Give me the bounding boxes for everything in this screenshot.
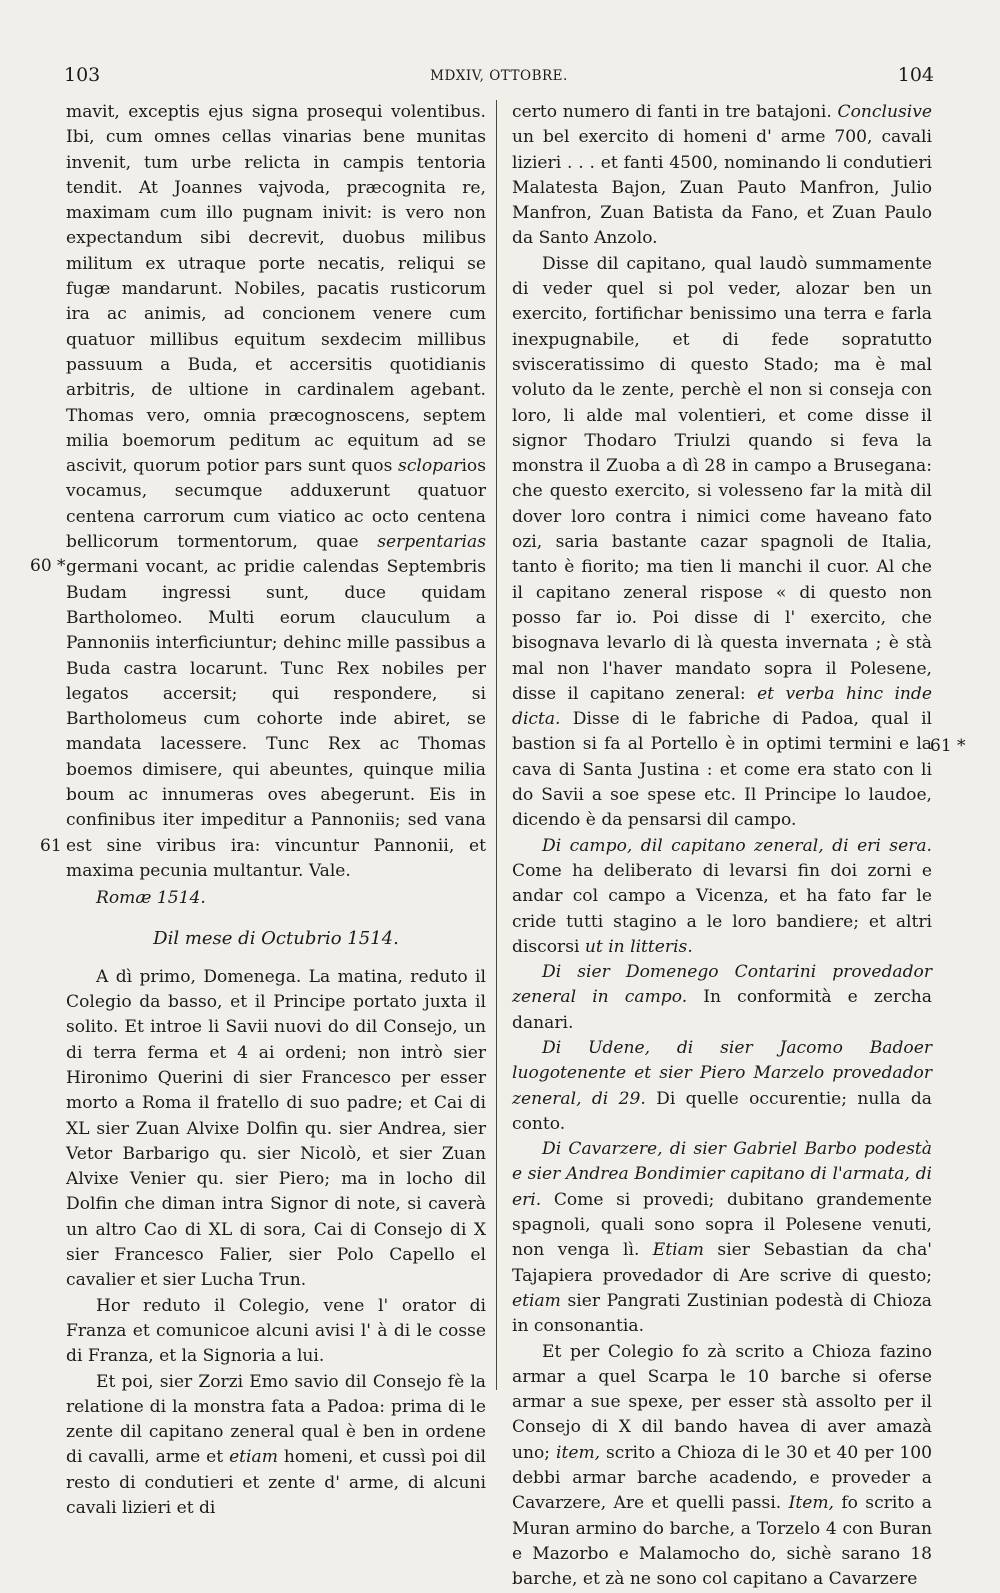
latin-letter-paragraph [66,100,486,884]
paragraph [512,100,932,252]
text-span: fo scrito a Muran armino do barche, a Torzelo 4 con Buran e Mazorbo e Malamocho do, sichè sarano 18 barche, et zà ne sono col capitano a Cavarzere [512,1493,932,1590]
italic-heading: Di campo, dil capitano zeneral, di eri sera. [542,835,932,856]
text-span: Come si provedi; dubitano grandemente spagnoli, quali sono sopra il Polesene venuti, non venga lì. [512,1189,932,1261]
text-span: scrito a Chioza di le 30 et 40 per 100 debbi armar barche acadendo, e proveder a Cavarzere, Are et quelli passi. [512,1442,932,1514]
paragraph [512,1137,932,1339]
left-column [66,100,486,1521]
italic-term: sclopar [398,456,462,477]
text-span: sier Pangrati Zustinian podestà di Chioza in consonantia. [512,1290,932,1337]
margin-note-61-right: 61 * [930,736,966,756]
text-span: Et per Colegio fo zà scrito a Chioza fazino armar a quel Scarpa le 10 barche si oferse armar a sue spexe, per esser stà assolto per il Consejo di X dil bando havea di aver amazà uno; [512,1341,932,1463]
italic-term: ut in litteris. [584,936,693,957]
italic-heading: Di Udene, di sier Jacomo Badoer luogotenente et sier Piero Marzelo provedador zeneral, di 29. [512,1037,932,1109]
column-divider [496,100,497,1390]
italic-term: et verba hinc inde dicta. [512,683,932,730]
running-head [64,60,934,90]
text-span: In conformità e zercha danari. [512,987,932,1033]
paragraph [512,252,932,834]
italic-heading: Di Cavarzere, di sier Gabriel Barbo podestà e sier Andrea Bondimier capitano di l'armata, di eri. [512,1139,932,1210]
paragraph [512,834,932,960]
text-span: ios vocamus, secumque adduxerunt quatuor centena carrorum cum viatico ac octo centena bellicorum tormentorum, quae [66,456,486,553]
paragraph [512,1036,932,1137]
text-span: Disse di le fabriche di Padoa, qual il bastion si fa al Portello è in optimi termini e la cava di Santa Justina : et come era stato con li do Savii a soe spese etc. Il Principe lo laudoe, dicendo è da pensarsi dil campo. [512,709,932,831]
text-span: Di quelle occurentie; nulla da conto. [512,1088,932,1134]
text-span: certo numero di fanti in tre batajoni. [512,102,832,122]
italic-heading: Di sier Domenego Contarini provedador zeneral in campo. [512,962,932,1008]
text-span: Come ha deliberato di levarsi fin doi zorni e andar col campo a Vicenza, et ha fato far le cride tutti stagino a le loro bandiere; et altri discorsi [512,860,932,957]
italic-term: etiam [229,1447,278,1468]
italic-term: item, [556,1442,601,1463]
italic-term: Item, [788,1493,834,1514]
text-span: homeni, et cussì poi dil resto di condutieri et zente d' arme, di alcuni cavali lizieri et di [66,1447,487,1519]
italic-term: Conclusive [837,102,932,122]
paragraph: A dì primo, Domenega. La matina, reduto il Colegio da basso, et il Principe portato juxta il solito. Et introe li Savii nuovi do dil Consejo, un di terra ferma et 4 ai ordeni; non intrò sier Hironimo Querini di sier Francesco per esser morto a Roma il fratello di suo padre; et Cai di XL sier Zuan Alvixe Dolfin qu. sier Andrea, sier Vetor Barbarigo qu. sier Nicolò, et sier Zuan Alvixe Venier qu. sier Piero; ma in locho dil Dolfin che diman intra Signor di note, si caverà un altro Cao di XL di sora, Cai di Consejo di X sier Francesco Falier, sier Polo Capello el cavalier et sier Lucha Trun. [66,966,486,1291]
italic-term: serpentarias [377,532,486,553]
text-span: mavit, exceptis ejus signa prosequi volentibus. Ibi, cum omnes cellas vinarias bene munitas invenit, tum urbe relicta in campis tentoria tendit. At Joannes vajvoda, præcognita re, maximam cum illo pugnam inivit: is vero non expectandum sibi decrevit, duobus milibus militum ex utraque porte necatis, reliqui se fugæ mandarunt. Nobiles, pacatis rusticorum ira ac animis, ad concionem venere cum quatuor millibus equitum sexdecim millibus passuum a Buda, et accersitis quotidianis arbitris, de ultione in cardinalem agebant. Thomas vero, omnia præcognoscens, septem milia boemorum peditum ac equitum ad se ascivit, quorum potior pars sunt quos [66,102,486,477]
paragraph [66,1370,486,1522]
paragraph [512,1340,932,1593]
section-heading: Dil mese di Octubrio 1514. [153,927,399,949]
paragraph [512,960,932,1036]
margin-note-61-left: 61 [40,836,62,856]
italic-term: etiam [512,1290,561,1311]
italic-term: Etiam [652,1240,705,1261]
text-span: Disse dil capitano, qual laudò summamente di veder quel si pol veder, alozar ben un exercito, fortifichar benissimo una terra e farla inexpugnabile, et di fede sopratutto svisceratissimo di questo Stado; ma è mal voluto da le zente, perchè el non si conseja con loro, li alde mal volentieri, et come disse il signor Thodaro Triulzi quando si feva la monstra il Zuoba a dì 28 in campo a Brusegana: che questo exercito, si volesseno far la mità dil dover loro contra i nimici come haveano fato ozi, saria bastante cazar spagnoli de Italia, tanto è fiorito; ma tien li manchi il cuor. Al che il capitano zeneral rispose « di questo non posso far io. Poi disse di l' exercito, che bisognava levarlo di là questa invernata ; è stà mal non l'haver mandato sopra il Polesene, disse il capitano zeneral: [512,253,932,704]
text-span: Et poi, sier Zorzi Emo savio dil Consejo fè la relatione di la monstra fata a Padoa: prima di le zente dil capitano zeneral qual è ben in ordene di cavalli, arme et [66,1371,486,1468]
text-span: sier Sebastian da cha' Tajapiera provedador di Are scrive di questo; [512,1240,933,1286]
paragraph: Hor reduto il Colegio, vene l' orator di Franza et comunicoe alcuni avisi l' à di le cosse di Franza, et la Signoria a lui. [66,1295,486,1367]
text-span: un bel exercito di homeni d' arme 700, cavali lizieri . . . et fanti 4500, nominando li condutieri Malatesta Bajon, Zuan Pauto Manfron, Julio Manfron, Zuan Batista da Fano, et Zuan Paulo da Santo Anzolo. [512,127,932,249]
page-number-right: 104 [897,64,934,86]
right-column [512,100,932,1593]
letter-signoff: Romæ 1514. [96,888,206,909]
margin-note-60: 60 * [30,556,66,576]
running-title: MDXIV, OTTOBRE. [430,68,568,84]
text-span: germani vocant, ac pridie calendas Septembris Budam ingressi sunt, duce quidam Bartholomeo. Multi eorum clauculum a Pannoniis interficiuntur; dehinc mille passibus a Buda castra locarunt. Tunc Rex nobiles per legatos accersit; qui respondere, si Bartholomeus cum cohorte inde abiret, se mandata lacessere. Tunc Rex ac Thomas boemos dimisere, qui abeuntes, quinque milia boum ac innumeras oves abegerunt. Eis in confinibus iter impeditur a Pannoniis; sed vana est sine viribus ira: vincuntur Pannonii, et maxima pecunia multantur. Vale. [66,557,486,881]
page-number-left: 103 [64,64,101,86]
